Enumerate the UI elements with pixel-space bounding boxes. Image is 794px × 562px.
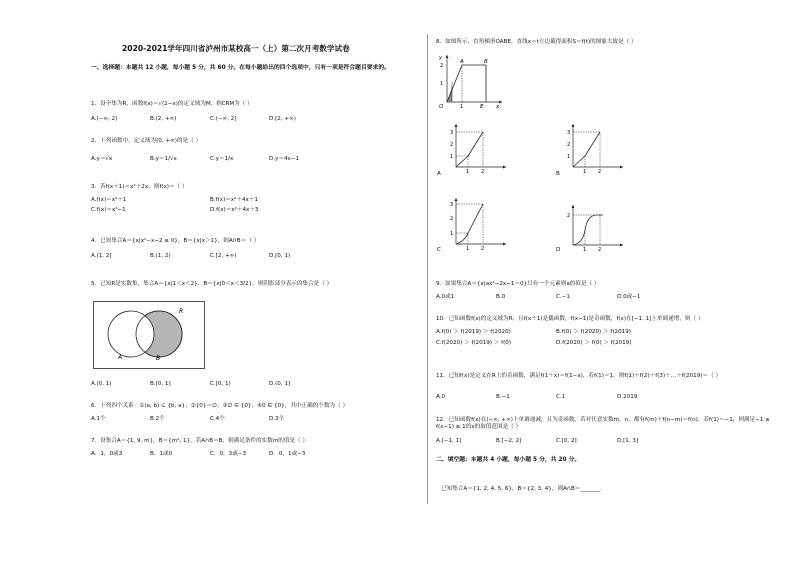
svg-text:2: 2 — [481, 169, 485, 175]
svg-text:B: B — [484, 59, 488, 65]
q9-option-c[interactable]: C.−1 — [556, 294, 570, 300]
section-heading-fill: 二、填空题：本题共 4 小题，每小题 5 分，共 20 分。 — [436, 457, 581, 463]
q1-option-b[interactable]: B.(2, +∞) — [150, 116, 177, 122]
question-3-stem: 3．若f(x＋1)＝x²＋2x，则f(x)＝（ ） — [91, 184, 188, 190]
q7-option-b[interactable]: B．1或0 — [150, 451, 173, 457]
svg-text:2: 2 — [598, 247, 602, 253]
q1-option-c[interactable]: C.(−∞, 2] — [210, 116, 237, 122]
svg-text:2: 2 — [567, 142, 571, 148]
column-divider — [427, 34, 428, 504]
q8-option-d[interactable]: D — [556, 247, 561, 253]
question-4-stem: 4．已知集合A＝{x|x²−x−2 ≤ 0}，B＝{x|x＞1}，则A∩B＝（ ） — [91, 238, 260, 244]
q3-option-c[interactable]: C.f(x)＝x²−1 — [91, 207, 126, 213]
q11-option-a[interactable]: A.0 — [436, 394, 446, 400]
venn-diagram — [93, 301, 205, 369]
q5-option-a[interactable]: A.(0, 1) — [91, 381, 112, 387]
question-5-stem: 5．已知R是实数集，集合A＝{x|1＜x＜2}，B＝{x|0＜x＜3/2}，则阴影部分表示的集合是（ ） — [91, 281, 333, 287]
svg-text:2: 2 — [450, 142, 454, 148]
label-r: R — [179, 308, 184, 315]
q3-option-b[interactable]: B.f(x)＝x²＋4x＋1 — [210, 197, 259, 203]
svg-text:2: 2 — [450, 216, 454, 222]
svg-text:A: A — [460, 59, 464, 65]
q10-option-b[interactable]: B.f(0) ＞ f(2020) ＞ f(2019) — [556, 329, 631, 335]
svg-text:1: 1 — [466, 169, 470, 175]
svg-text:1: 1 — [460, 104, 464, 110]
q4-option-a[interactable]: A.(1, 2] — [91, 253, 112, 259]
q3-option-d[interactable]: D.f(x)＝x²＋4x＋3 — [210, 207, 259, 213]
q3-option-a[interactable]: A.f(x)＝x²＋1 — [91, 197, 127, 203]
svg-text:O: O — [439, 104, 444, 110]
svg-text:1: 1 — [440, 81, 444, 87]
q6-option-b[interactable]: B.2个 — [150, 416, 165, 422]
q2-option-d[interactable]: D.y＝4x−1 — [269, 156, 300, 162]
q4-option-b[interactable]: B.(1, 2) — [150, 253, 171, 259]
svg-text:x: x — [496, 104, 500, 110]
q2-option-c[interactable]: C.y＝1/x — [210, 156, 234, 162]
q5-option-d[interactable]: D.(0, 1] — [269, 381, 291, 387]
q9-option-b[interactable]: B.0 — [496, 294, 506, 300]
q6-option-c[interactable]: C.4个 — [210, 416, 225, 422]
svg-text:3: 3 — [450, 130, 454, 136]
q8-graph-c — [448, 196, 508, 252]
question-10-stem: 10．已知函数f(x)的定义域为R，且f(x＋1)是偶函数，f(x−1)是奇函数，f(x)在[−1, 1]上单调递增，则（ ） — [436, 316, 704, 322]
svg-text:1: 1 — [466, 246, 470, 252]
q12-option-a[interactable]: A.[−1, 1] — [436, 438, 462, 444]
svg-text:y: y — [439, 55, 443, 61]
svg-text:1: 1 — [583, 247, 587, 253]
q11-option-b[interactable]: B.−1 — [496, 394, 510, 400]
question-9-stem: 9．如果集合A＝{x|ax²−2x−1＝0}只有一个元素则a的值是（ ） — [436, 281, 600, 287]
label-b: B — [156, 355, 161, 362]
trapezoid-figure — [438, 52, 508, 108]
question-8-stem: 8．如图所示，直角梯形OABE，直线x＝t左边截得面积S＝f(t)的图象大致是（ ） — [436, 39, 637, 45]
q10-option-a[interactable]: A.f(0) ＞ f(2019) ＞ f(2020) — [436, 329, 511, 335]
page-title: 2020-2021学年四川省泸州市某校高一（上）第二次月考数学试卷 — [122, 44, 350, 53]
q6-option-a[interactable]: A.1个 — [91, 416, 106, 422]
question-13-stem: 已知集合A＝{1, 2, 4, 5, 6}，B＝{2, 3, 4}，则A∩B＝_______. — [441, 486, 602, 492]
q10-option-c[interactable]: C.f(2020) ＞ f(2019) ＞ f(0) — [436, 340, 512, 346]
q8-graph-d — [565, 203, 625, 253]
q2-option-a[interactable]: A.y＝√x — [91, 156, 113, 162]
q8-graph-b — [565, 122, 625, 174]
svg-text:3: 3 — [567, 130, 571, 136]
q8-graph-a — [448, 122, 508, 174]
svg-text:2: 2 — [481, 246, 485, 252]
q9-option-d[interactable]: D.0或−1 — [617, 294, 641, 300]
svg-text:2: 2 — [567, 213, 571, 219]
svg-text:1: 1 — [567, 154, 571, 160]
section-heading-choice: 一、选择题：本题共 12 小题，每小题 5 分，共 60 分。在每小题给出的四个选项中，只有一项是符合题目要求的。 — [91, 65, 390, 71]
q2-option-b[interactable]: B.y＝1/√x — [150, 156, 177, 162]
svg-text:1: 1 — [583, 169, 587, 175]
q6-option-d[interactable]: D.3个 — [269, 416, 285, 422]
question-11-stem: 11．已知f(x)是定义在R上的奇函数，满足f(1＋x)＝f(1−x)，若f(1)＝1，则f(1)＋f(2)＋f(3)＋…＋f(2019)＝（ ） — [436, 373, 722, 379]
svg-text:1: 1 — [450, 154, 454, 160]
q8-option-a[interactable]: A — [437, 171, 441, 177]
q7-option-a[interactable]: A．1，0或3 — [91, 451, 123, 457]
label-a: A — [118, 354, 123, 361]
q1-option-d[interactable]: D.[2, +∞) — [269, 116, 296, 122]
set-a-circle — [108, 311, 154, 357]
question-6-stem: 6．下列四个关系：①(a, b) ⊆ {b, a}；②{0}＝∅；③∅ ∈ {0}；④0 ∈ {0}，其中正确的个数为（ ） — [91, 403, 349, 409]
svg-text:3: 3 — [450, 202, 454, 208]
svg-text:E: E — [480, 104, 484, 110]
q7-option-d[interactable]: D．0，1或−3 — [269, 451, 306, 457]
q11-option-d[interactable]: D.2019 — [617, 394, 638, 400]
q8-option-c[interactable]: C — [437, 247, 441, 253]
svg-text:2: 2 — [598, 169, 602, 175]
question-2-stem: 2．下列函数中，定义域为(0, +∞)的是（ ） — [91, 138, 202, 144]
question-7-stem: 7．设集合A＝{1, 9, m}，B＝{m², 1}，若A∩B＝B，则满足条件的实数m的值是（ ） — [91, 438, 309, 444]
q1-option-a[interactable]: A.(−∞, 2) — [91, 116, 118, 122]
q5-option-c[interactable]: C.[0, 1) — [210, 381, 231, 387]
q12-option-c[interactable]: C.[0, 2] — [556, 438, 577, 444]
q12-option-b[interactable]: B.[−2, 2] — [496, 438, 522, 444]
q8-option-b[interactable]: B — [556, 171, 560, 177]
q12-option-d[interactable]: D.[1, 3] — [617, 438, 639, 444]
q4-option-d[interactable]: D.[0, 1) — [269, 253, 291, 259]
q11-option-c[interactable]: C.1 — [556, 394, 566, 400]
svg-text:1: 1 — [450, 231, 454, 237]
question-1-stem: 1．设全集为R，函数f(x)＝√(2−x)的定义域为M，则∁RM为（ ） — [91, 101, 253, 107]
q5-option-b[interactable]: B.[0, 1] — [150, 381, 171, 387]
q4-option-c[interactable]: C.[2, +∞) — [210, 253, 237, 259]
q9-option-a[interactable]: A.0或1 — [436, 294, 455, 300]
q10-option-d[interactable]: D.f(2020) ＞ f(0) ＞ f(2019) — [556, 340, 632, 346]
question-12-stem: 12．已知函数f(x)在(−∞, +∞)上单调递减，且为奇函数，若对任意实数m，n，都有f(m)＋f(n−m)＝f(n)，若f(1)＝−1，则满足−1 ≤ f(x−1) ≤ 1的x的取值范围是（ ） — [436, 417, 770, 430]
svg-text:2: 2 — [440, 63, 444, 69]
q7-option-c[interactable]: C．0，3或−3 — [210, 451, 247, 457]
